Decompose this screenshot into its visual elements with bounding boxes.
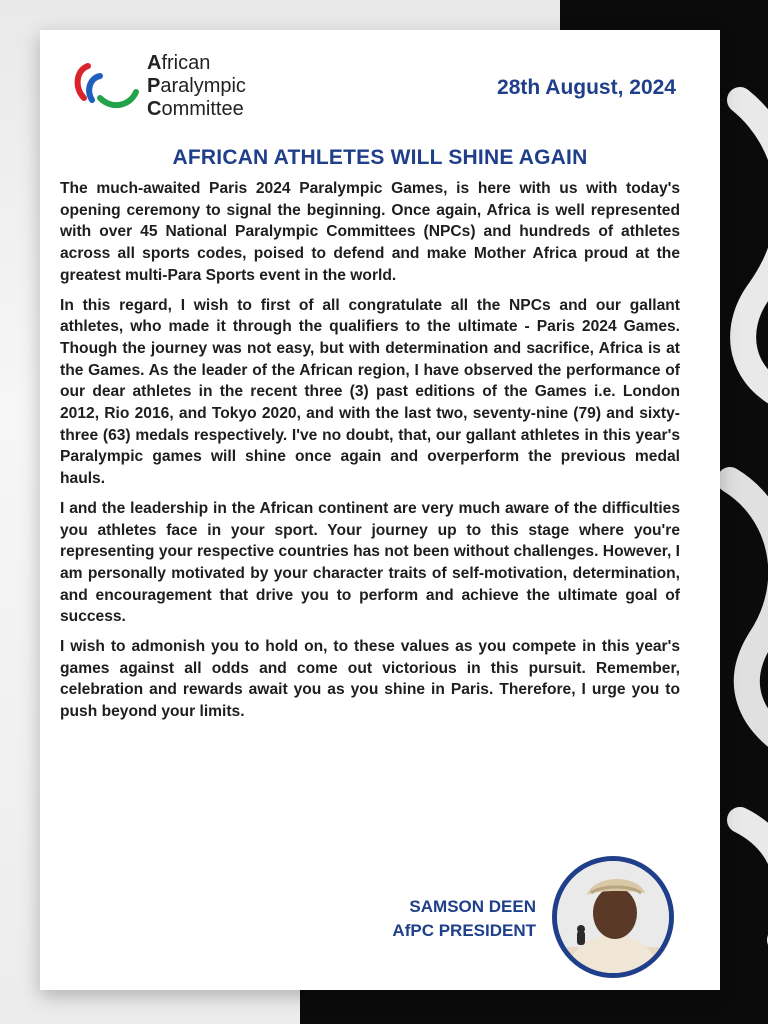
logo-line-paralympic: Paralympic xyxy=(147,75,246,97)
logo-line-committee: Committee xyxy=(147,98,244,120)
portrait-illustration xyxy=(557,861,669,973)
paragraph-4: I wish to admonish you to hold on, to these values as you compete in this year's games against all odds and come out victorious in this pursuit. Remember, celebration and rewards await you as you shine in Paris. Therefore, I urge you to push beyond your limits. xyxy=(60,638,680,721)
paragraph-3: I and the leadership in the African continent are very much aware of the difficulties you athletes face in your sport. Your journey up to this stage where you're representing your respective countries has not been without challenges. However, I am personally motivated by your character traits of self-motivation, determination, and encouragement that drive you to perform and achieve the ultimate goal of success. xyxy=(60,499,680,626)
logo-wordmark xyxy=(147,52,246,121)
letter-date: 28th August, 2024 xyxy=(497,76,676,99)
agitos-logo-icon xyxy=(70,58,140,114)
letter-card xyxy=(40,30,720,990)
signatory-title: AfPC PRESIDENT xyxy=(392,921,536,940)
signature-block xyxy=(392,895,536,943)
logo-line-african: African xyxy=(147,52,211,74)
president-portrait xyxy=(552,856,674,978)
headline: AFRICAN ATHLETES WILL SHINE AGAIN xyxy=(172,146,588,169)
signatory-name: SAMSON DEEN xyxy=(409,897,536,916)
paragraph-2: In this regard, I wish to first of all congratulate all the NPCs and our gallant athletes, who made it through the qualifiers to the ultimate - Paris 2024 Games. Though the journey was not easy, but with determination and sacrifice, Africa is at the Games. As the leader of the African region, I have observed the performance of our dear athletes in the recent three (3) past editions of the Games i.e. London 2012, Rio 2016, and Tokyo 2020, and with the last two, seventy-nine (79) and sixty-three (63) medals respectively. I've no doubt, that, our gallant athletes in this year's Paralympic games will shine once again and overperform the previous medal hauls. xyxy=(60,296,680,488)
paragraph-1: The much-awaited Paris 2024 Paralympic Games, is here with us with today's opening ceremony to signal the beginning. Once again, Africa is well represented with over 45 National Paralympic Committees (NPCs) and hundreds of athletes across all sports codes, poised to defend and make Mother Africa proud at the greatest multi-Para Sports event in the world. xyxy=(60,180,680,284)
letter-body xyxy=(60,178,680,731)
afpc-logo xyxy=(70,52,270,128)
